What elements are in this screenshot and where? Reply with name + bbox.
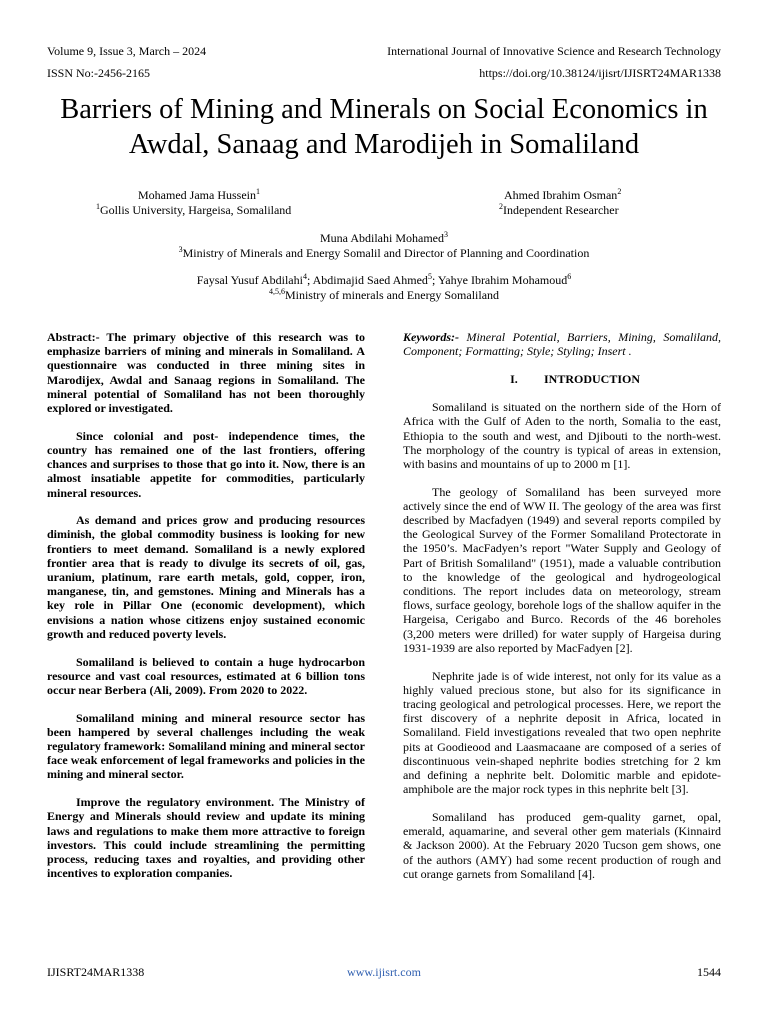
abstract-paragraph-4: Somaliland is believed to contain a huge hydrocarbon resource and vast coal resources, estimated at 6 billion tons occur near Berbera (Ali, 2009). From 2020 to 2022. bbox=[47, 654, 365, 697]
footer-paper-id: IJISRT24MAR1338 bbox=[47, 965, 145, 979]
abstract-paragraph-5: Somaliland mining and mineral resource sector has been hampered by several challenges including the weak regulatory framework: Somaliland mining and mineral sector face weak enforcement of legal frameworks and policies in the mining and mineral sector. bbox=[47, 710, 365, 782]
issn: ISSN No:-2456-2165 bbox=[47, 66, 151, 80]
intro-paragraph-1: Somaliland is situated on the northern side of the Horn of Africa with the Gulf of Aden to the north, Somalia to the east, Ethiopia to the south and west, and Djibouti to the north-west. The morphology of the country is typical of areas in extension, with basins and mountains of up to 2000 m [1]. bbox=[403, 400, 721, 471]
keywords: Keywords:- Mineral Potential, Barriers, Mining, Somaliland, Component; Formatting; Style; Styling; Insert . bbox=[403, 330, 721, 359]
affiliation-3: $^3$Ministry of Minerals and Energy Somalil and Director of Planning and Coordination bbox=[178, 245, 590, 260]
volume-info: Volume 9, Issue 3, March – 2024 bbox=[47, 44, 207, 58]
left-column bbox=[47, 330, 365, 894]
author-2: Ahmed Ibrahim Osman$^2$ bbox=[504, 187, 622, 202]
abstract-paragraph-3: As demand and prices grow and producing resources diminish, the global commodity business is looking for new frontiers to meet demand. Somaliland is a newly explored frontier area that is ready to divulge its secrets of oil, gas, uranium, platinum, rare earth metals, gold, copper, iron, manganese, tin, and gemstones. Mining and Minerals has a key role in Pillar One (economic development), which envisions a nation whose citizens enjoy sustained economic growth and reduced poverty levels. bbox=[47, 513, 365, 641]
abstract-paragraph-2: Since colonial and post- independence times, the country has remained one of the last frontiers, offering chances and surprises to those that go into it. Now, there is an almost insatiable appetite for commodities, particularly mineral resources. bbox=[47, 428, 365, 500]
abstract-paragraph: Abstract:- The primary objective of this research was to emphasize barriers of mining and minerals in Somaliland. A questionnaire was conducted in three mining sites in Marodijex, Awdal and Sanaag regions in Somaliland. The mineral potential of Somaliland has not been thoroughly explored or investigated. bbox=[47, 330, 365, 416]
right-column bbox=[403, 330, 721, 894]
affiliation-1: $^1$Gollis University, Hargeisa, Somaliland bbox=[96, 202, 292, 217]
intro-paragraph-3: Nephrite jade is of wide interest, not only for its value as a highly valued precious stone, but also for its significance in tracing geological and petrological processes. Here, we report the first discovery of a nephrite deposit in Africa, located in Somaliland. Field investigations revealed that two open nephrite pits at Goodieood and Laasmacaane are composed of a series of discontinuous vein-shaped nephrite bodies stretching for 2 km and defining a nephrite belt. Dolomitic marble and epidote-amphibole are the major rock types in this nephrite belt [3]. bbox=[403, 668, 721, 797]
affiliation-2: $^2$Independent Researcher bbox=[499, 202, 619, 217]
journal-name: International Journal of Innovative Science and Research Technology bbox=[387, 44, 721, 58]
paper-title: Barriers of Mining and Minerals on Social Economics in Awdal, Sanaag and Marodijeh in Somaliland bbox=[60, 94, 708, 160]
affiliation-4-6: $^{4,5,6}$Ministry of minerals and Energy Somaliland bbox=[268, 287, 500, 302]
authors-4-6: Faysal Yusuf Abdilahi$^4$; Abdimajid Saed Ahmed$^5$; Yahye Ibrahim Mohamoud$^6$ bbox=[196, 272, 572, 287]
author-3: Muna Abdilahi Mohamed$^3$ bbox=[320, 230, 448, 245]
footer-website-link[interactable]: www.ijisrt.com bbox=[347, 965, 421, 979]
abstract-paragraph-6: Improve the regulatory environment. The Ministry of Energy and Minerals should review and update its mining laws and regulations to make them more attractive to foreign investors. This could include streamlining the permitting process, reducing taxes and royalties, and providing other incentives to exploration companies. bbox=[47, 795, 365, 881]
section-heading-introduction: I. INTRODUCTION bbox=[510, 371, 640, 386]
intro-paragraph-4: Somaliland has produced gem-quality garnet, opal, emerald, aquamarine, and several other gem materials (Kinnaird & Jackson 2000). At the February 2020 Tucson gem shows, one of the authors (AMY) had some recent production of rough and cut orange garnets from Somaliland [4]. bbox=[403, 809, 721, 881]
page-number: 1544 bbox=[697, 965, 721, 979]
doi-link[interactable]: https://doi.org/10.38124/ijisrt/IJISRT24MAR1338 bbox=[479, 66, 721, 80]
intro-paragraph-2: The geology of Somaliland has been surveyed more actively since the end of WW II. The geology of the area was first described by Macfadyen (1949) and several reports compiled by the Geological Survey of the Former Somaliland Protectorate in the 1950’s. MacFadyen’s report "Water Supply and Geology of Part of British Somaliland" (1951), made a valuable contribution to the knowledge of the geological and hydrogeological conditions. The report includes data on meteorology, stream flows, surface geology, borehole logs of the shallow aquifer in the Hargeisa, Cerigabo and Burco. Records of the 46 boreholes (3,200 meters were drilled) for water supply of Hargeisa during 1931-1939 are also reported by MacFadyen [2]. bbox=[403, 484, 721, 655]
author-1: Mohamed Jama Hussein$^1$ bbox=[138, 187, 260, 202]
